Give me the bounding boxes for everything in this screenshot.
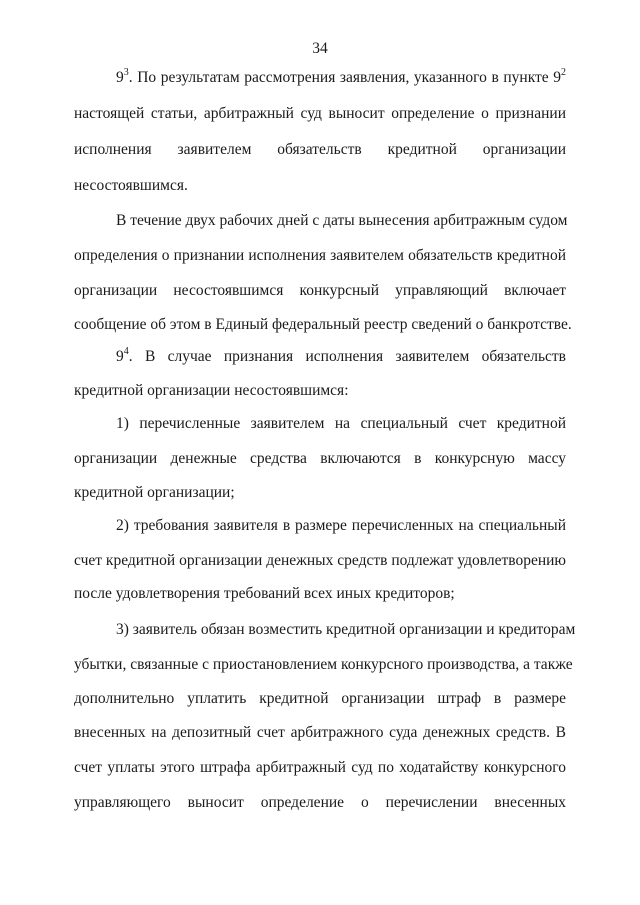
reference-superscript: 2 [561, 66, 566, 78]
line-text: . В случае признания исполнения заявителем обязательств [128, 348, 566, 365]
item-3-line-3: дополнительно уплатить кредитной организации штраф в размере [74, 690, 566, 707]
item-3-line-5: счет уплаты этого штрафа арбитражный суд по ходатайству конкурсного [74, 759, 566, 776]
paragraph-2-line-3: организации несостоявшимся конкурсный управляющий включает [74, 282, 566, 299]
item-2-line-2: счет кредитной организации денежных средств подлежат удовлетворению [74, 552, 566, 569]
item-2-line-1: 2) требования заявителя в размере перечисленных на специальный [116, 517, 566, 534]
clause-superscript: 4 [123, 345, 129, 357]
item-3-line-4: внесенных на депозитный счет арбитражного суда денежных средств. В [74, 724, 566, 741]
clause-number: 9 [116, 348, 124, 365]
item-3-line-2: убытки, связанные с приостановлением конкурсного производства, а также [74, 656, 573, 673]
item-1-line-2: организации денежные средства включаются в конкурсную массу [74, 450, 566, 467]
item-3-line-6: управляющего выносит определение о перечислении внесенных [74, 794, 566, 811]
clause-number: 9 [116, 69, 124, 86]
page-number: 34 [312, 40, 328, 57]
paragraph-2-line-2: определения о признании исполнения заявителем обязательств кредитной [74, 247, 566, 264]
paragraph-9-3-line-3: исполнения заявителем обязательств кредитной организации [74, 141, 566, 158]
clause-superscript: 3 [123, 66, 129, 78]
paragraph-9-4-line-1 [116, 347, 566, 367]
item-1-line-1: 1) перечисленные заявителем на специальный счет кредитной [116, 415, 566, 432]
paragraph-2-line-4: сообщение об этом в Единый федеральный реестр сведений о банкротстве. [74, 316, 572, 333]
item-1-line-3: кредитной организации; [74, 484, 235, 501]
paragraph-9-3-line-1 [116, 68, 566, 88]
paragraph-2-line-1: В течение двух рабочих дней с даты вынесения арбитражным судом [116, 212, 568, 229]
item-2-line-3: после удовлетворения требований всех иных кредиторов; [74, 585, 455, 602]
paragraph-9-3-line-4: несостоявшимся. [74, 177, 188, 194]
line-text: . По результатам рассмотрения заявления, указанного в пункте 9 [128, 69, 561, 86]
paragraph-9-4-line-2: кредитной организации несостоявшимся: [74, 382, 349, 399]
paragraph-9-3-line-2: настоящей статьи, арбитражный суд выносит определение о признании [74, 105, 566, 122]
item-3-line-1: 3) заявитель обязан возместить кредитной организации и кредиторам [116, 621, 576, 638]
